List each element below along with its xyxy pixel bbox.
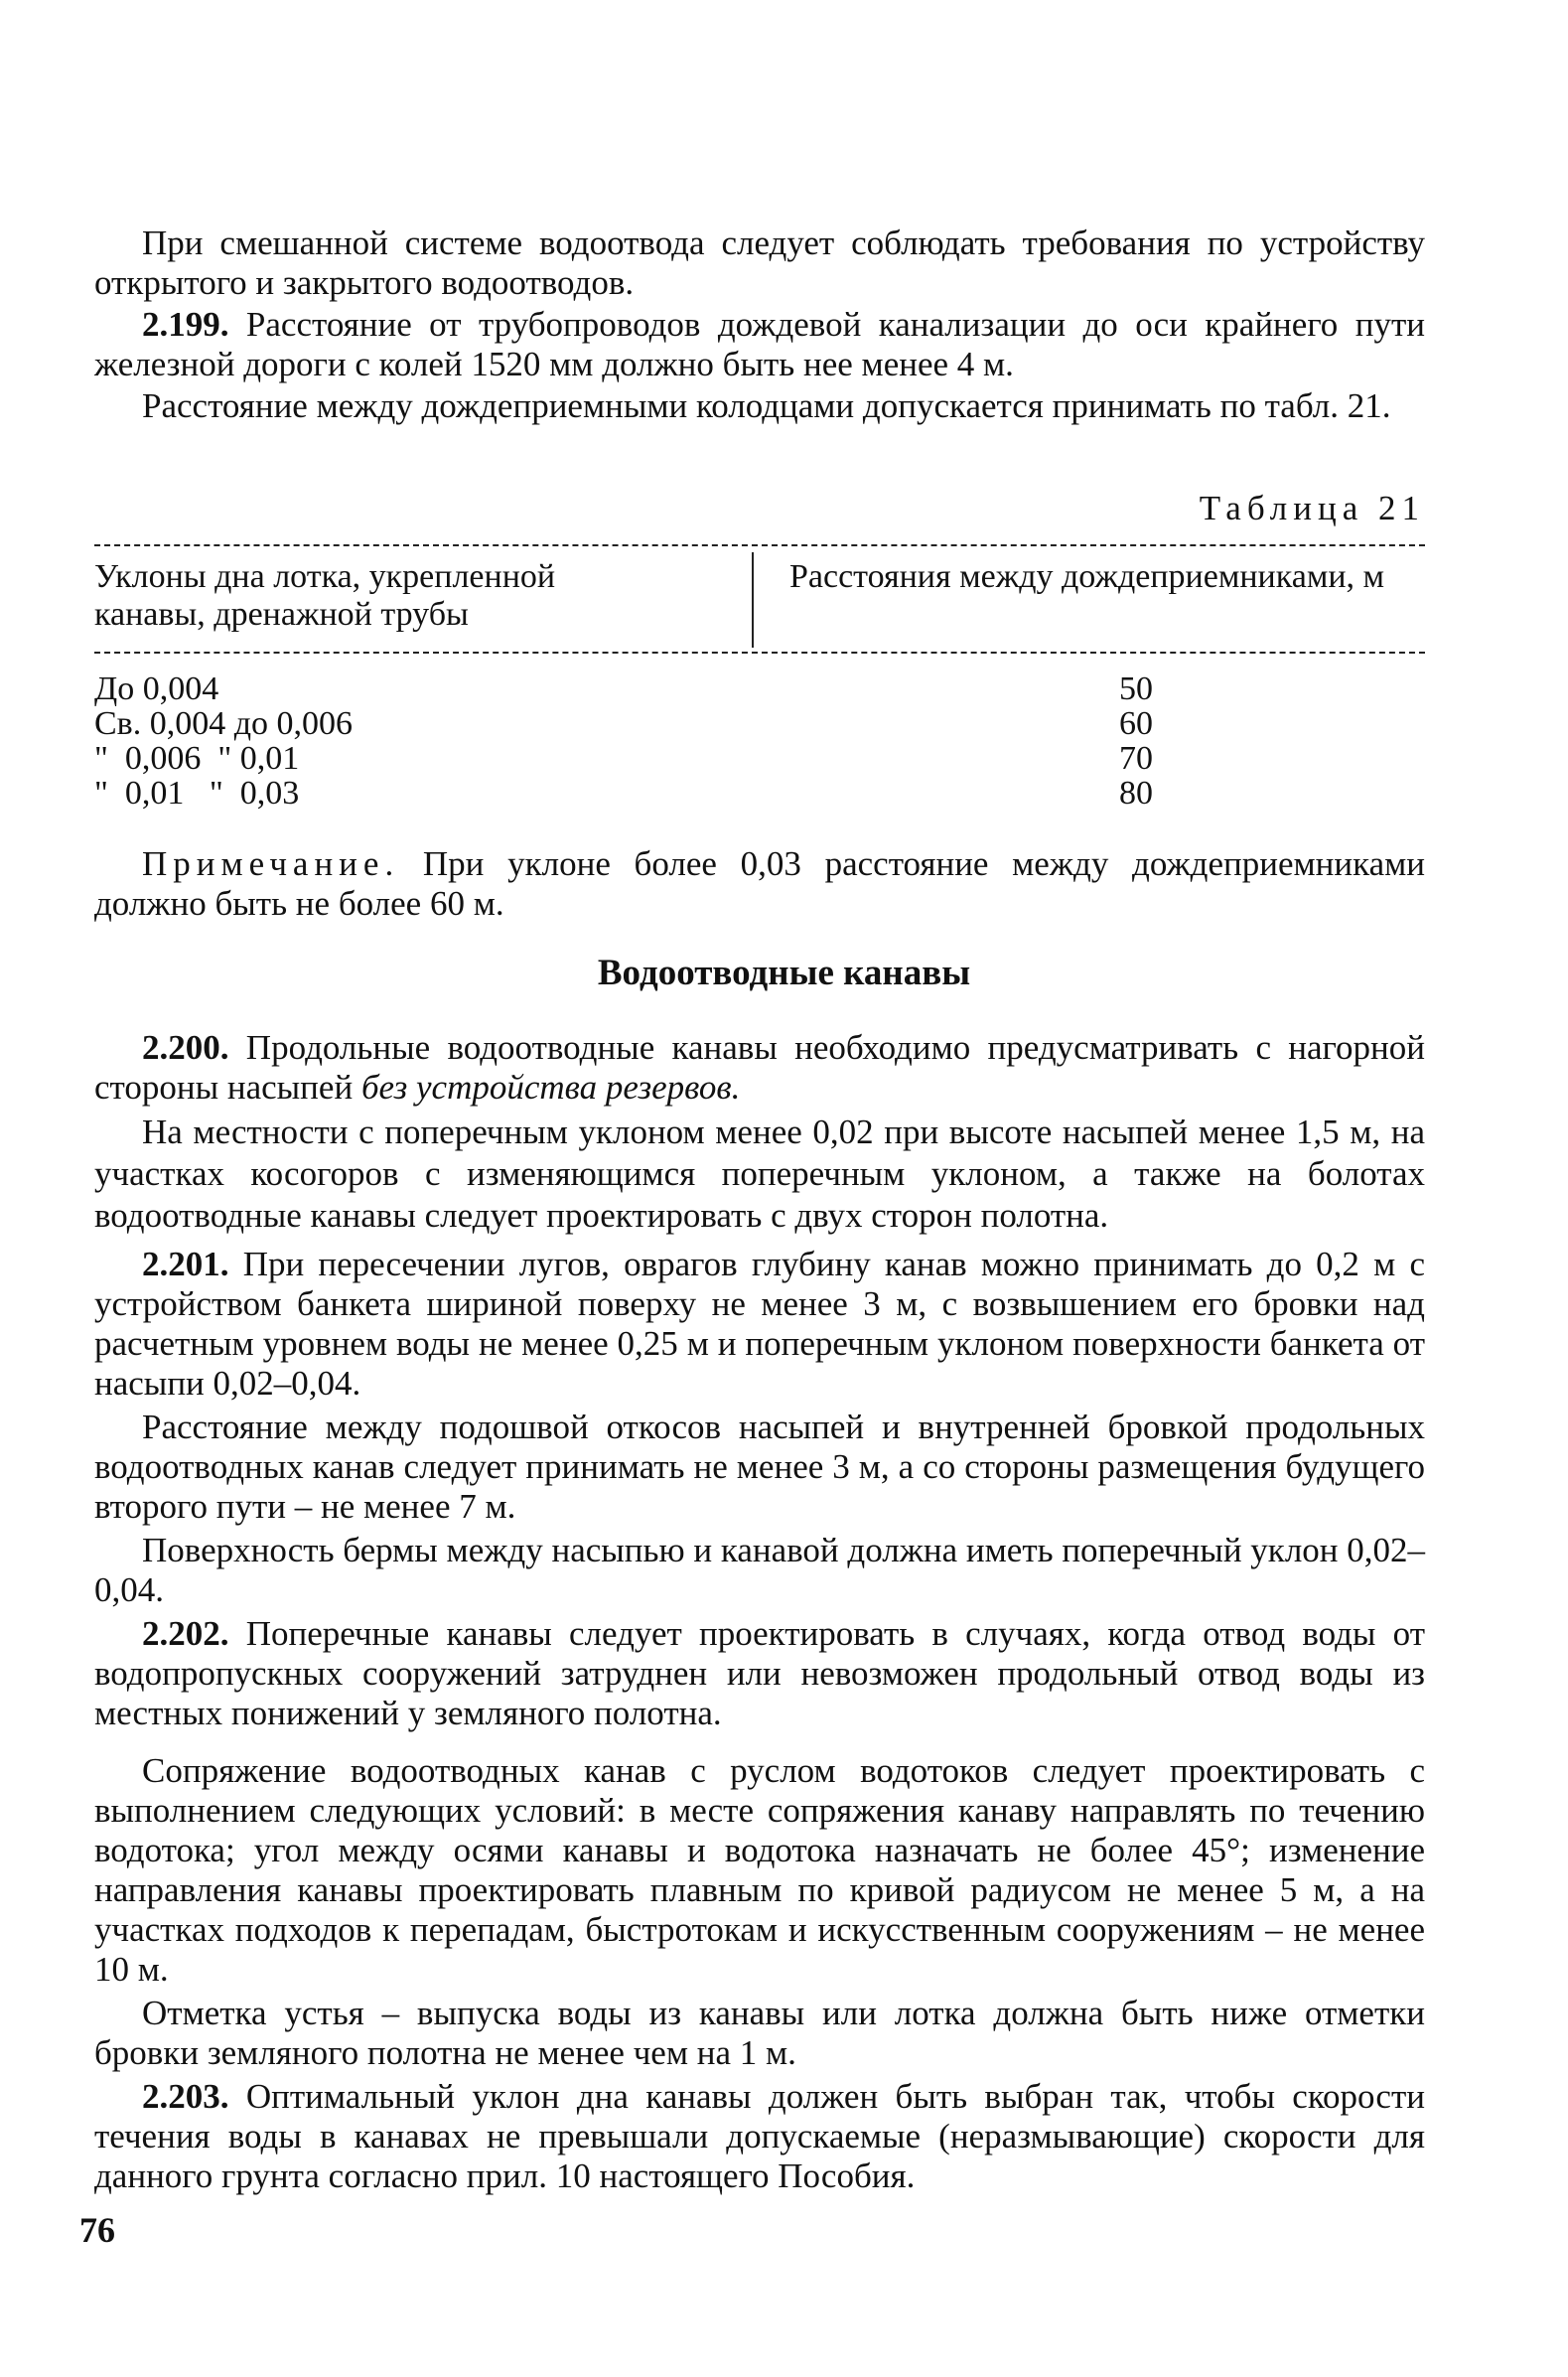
- note-text: При уклоне более 0,03 расстояние между дождеприемниками должно быть не более 60 м.: [94, 844, 1425, 923]
- paragraph-distance-slopes: Расстояние между подошвой откосов насыпей и внутренней бровкой продольных водоотводных канав следует принимать не менее 3 м, а со стороны размещения будущего второго пути – не менее 7 м.: [94, 1408, 1425, 1526]
- paragraph-table-reference: Расстояние между дождеприемными колодцами допускается принимать по табл. 21.: [142, 386, 1391, 425]
- paragraph-2-201: [94, 1245, 1425, 1404]
- table-row: [94, 741, 1425, 777]
- table-caption: Таблица 21: [1199, 489, 1425, 527]
- paragraph-2-202: [94, 1614, 1425, 1733]
- table-cell-slope: " 0,01 " 0,03: [94, 775, 300, 812]
- table-row: [94, 671, 1425, 707]
- paragraph-2-200: [94, 1028, 1425, 1108]
- clause-number: 2.200.: [142, 1028, 229, 1067]
- clause-number: 2.202.: [142, 1614, 229, 1653]
- table-cell-distance: 50: [1119, 670, 1153, 707]
- clause-text-italic: без устройства резервов.: [360, 1068, 741, 1107]
- section-heading: Водоотводные канавы: [597, 953, 971, 993]
- table-header-rule: [94, 652, 1425, 654]
- paragraph-mixed-drainage: При смешанной системе водоотвода следует соблюдать требования по устройству открытого и закрытого водоотводов.: [94, 223, 1425, 302]
- table-cell-slope: До 0,004: [94, 670, 219, 707]
- paragraph-outlet-mark: Отметка устья – выпуска воды из канавы или лотка должна быть ниже отметки бровки земляного полотна не менее чем на 1 м.: [94, 1994, 1425, 2072]
- clause-number: 2.199.: [142, 305, 229, 344]
- table-note: [94, 844, 1425, 924]
- table-row: [94, 776, 1425, 812]
- page-number: 76: [79, 2210, 115, 2250]
- paragraph-berm-surface: Поверхность бермы между насыпью и канавой должна иметь поперечный уклон 0,02–0,04.: [94, 1531, 1426, 1609]
- paragraph-2-203: [94, 2077, 1425, 2196]
- clause-text: Оптимальный уклон дна канавы должен быть выбран так, чтобы скорости течения воды в канавах не превышали допускаемые (неразмывающие) скорости для данного грунта согласно прил. 10 настоящего Пособия.: [94, 2077, 1425, 2195]
- table-row: [94, 706, 1425, 742]
- table-cell-distance: 60: [1119, 705, 1153, 742]
- note-label: Примечание.: [142, 844, 400, 883]
- table-cell-slope: " 0,006 " 0,01: [94, 740, 300, 777]
- paragraph-cross-slope: На местности с поперечным уклоном менее 0,02 при высоте насыпей менее 1,5 м, на участках косогоров с изменяющимся поперечным уклоном, а также на болотах водоотводные канавы следует проектировать с двух сторон полотна.: [94, 1113, 1425, 1235]
- paragraph-2-199: [94, 305, 1425, 384]
- clause-number: 2.201.: [142, 1245, 229, 1283]
- clause-text: При пересечении лугов, оврагов глубину канав можно принимать до 0,2 м с устройством банкета шириной поверху не менее 3 м, с возвышением его бровки над расчетным уровнем воды не менее 0,25 м и поперечным уклоном поверхности банкета от насыпи 0,02–0,04.: [94, 1245, 1425, 1403]
- paragraph-ditch-junction: Сопряжение водоотводных канав с руслом водотоков следует проектировать с выполнением следующих условий: в месте сопряжения канаву направлять по течению водотока; угол между осями канавы и водотока назначать не более 45°; изменение направления канавы проектировать плавным по кривой радиусом не менее 5 м, а на участках подходов к перепадам, быстротокам и искусственным сооружениям – не менее 10 м.: [94, 1751, 1425, 1989]
- table-top-rule: [94, 544, 1425, 546]
- clause-number: 2.203.: [142, 2077, 229, 2116]
- table-cell-slope: Св. 0,004 до 0,006: [94, 705, 354, 742]
- clause-text: Расстояние от трубопроводов дождевой канализации до оси крайнего пути железной дороги с колей 1520 мм должно быть нее менее 4 м.: [94, 305, 1425, 383]
- table-header-distance: Расстояния между дождеприемниками, м: [789, 558, 1385, 595]
- clause-text: Продольные водоотводные канавы необходимо предусматривать с нагорной стороны насыпей: [94, 1028, 1425, 1107]
- table-column-separator: [752, 552, 754, 648]
- clause-text: Поперечные канавы следует проектировать в случаях, когда отвод воды от водопропускных сооружений затруднен или невозможен продольный отвод воды из местных понижений у земляного полотна.: [94, 1614, 1425, 1732]
- table-header-slope: Уклоны дна лотка, укрепленной канавы, дренажной трубы: [94, 558, 556, 633]
- table-cell-distance: 80: [1119, 775, 1153, 812]
- intro-block: [94, 223, 1425, 426]
- table-cell-distance: 70: [1119, 740, 1153, 777]
- section-body: [94, 1028, 1425, 2196]
